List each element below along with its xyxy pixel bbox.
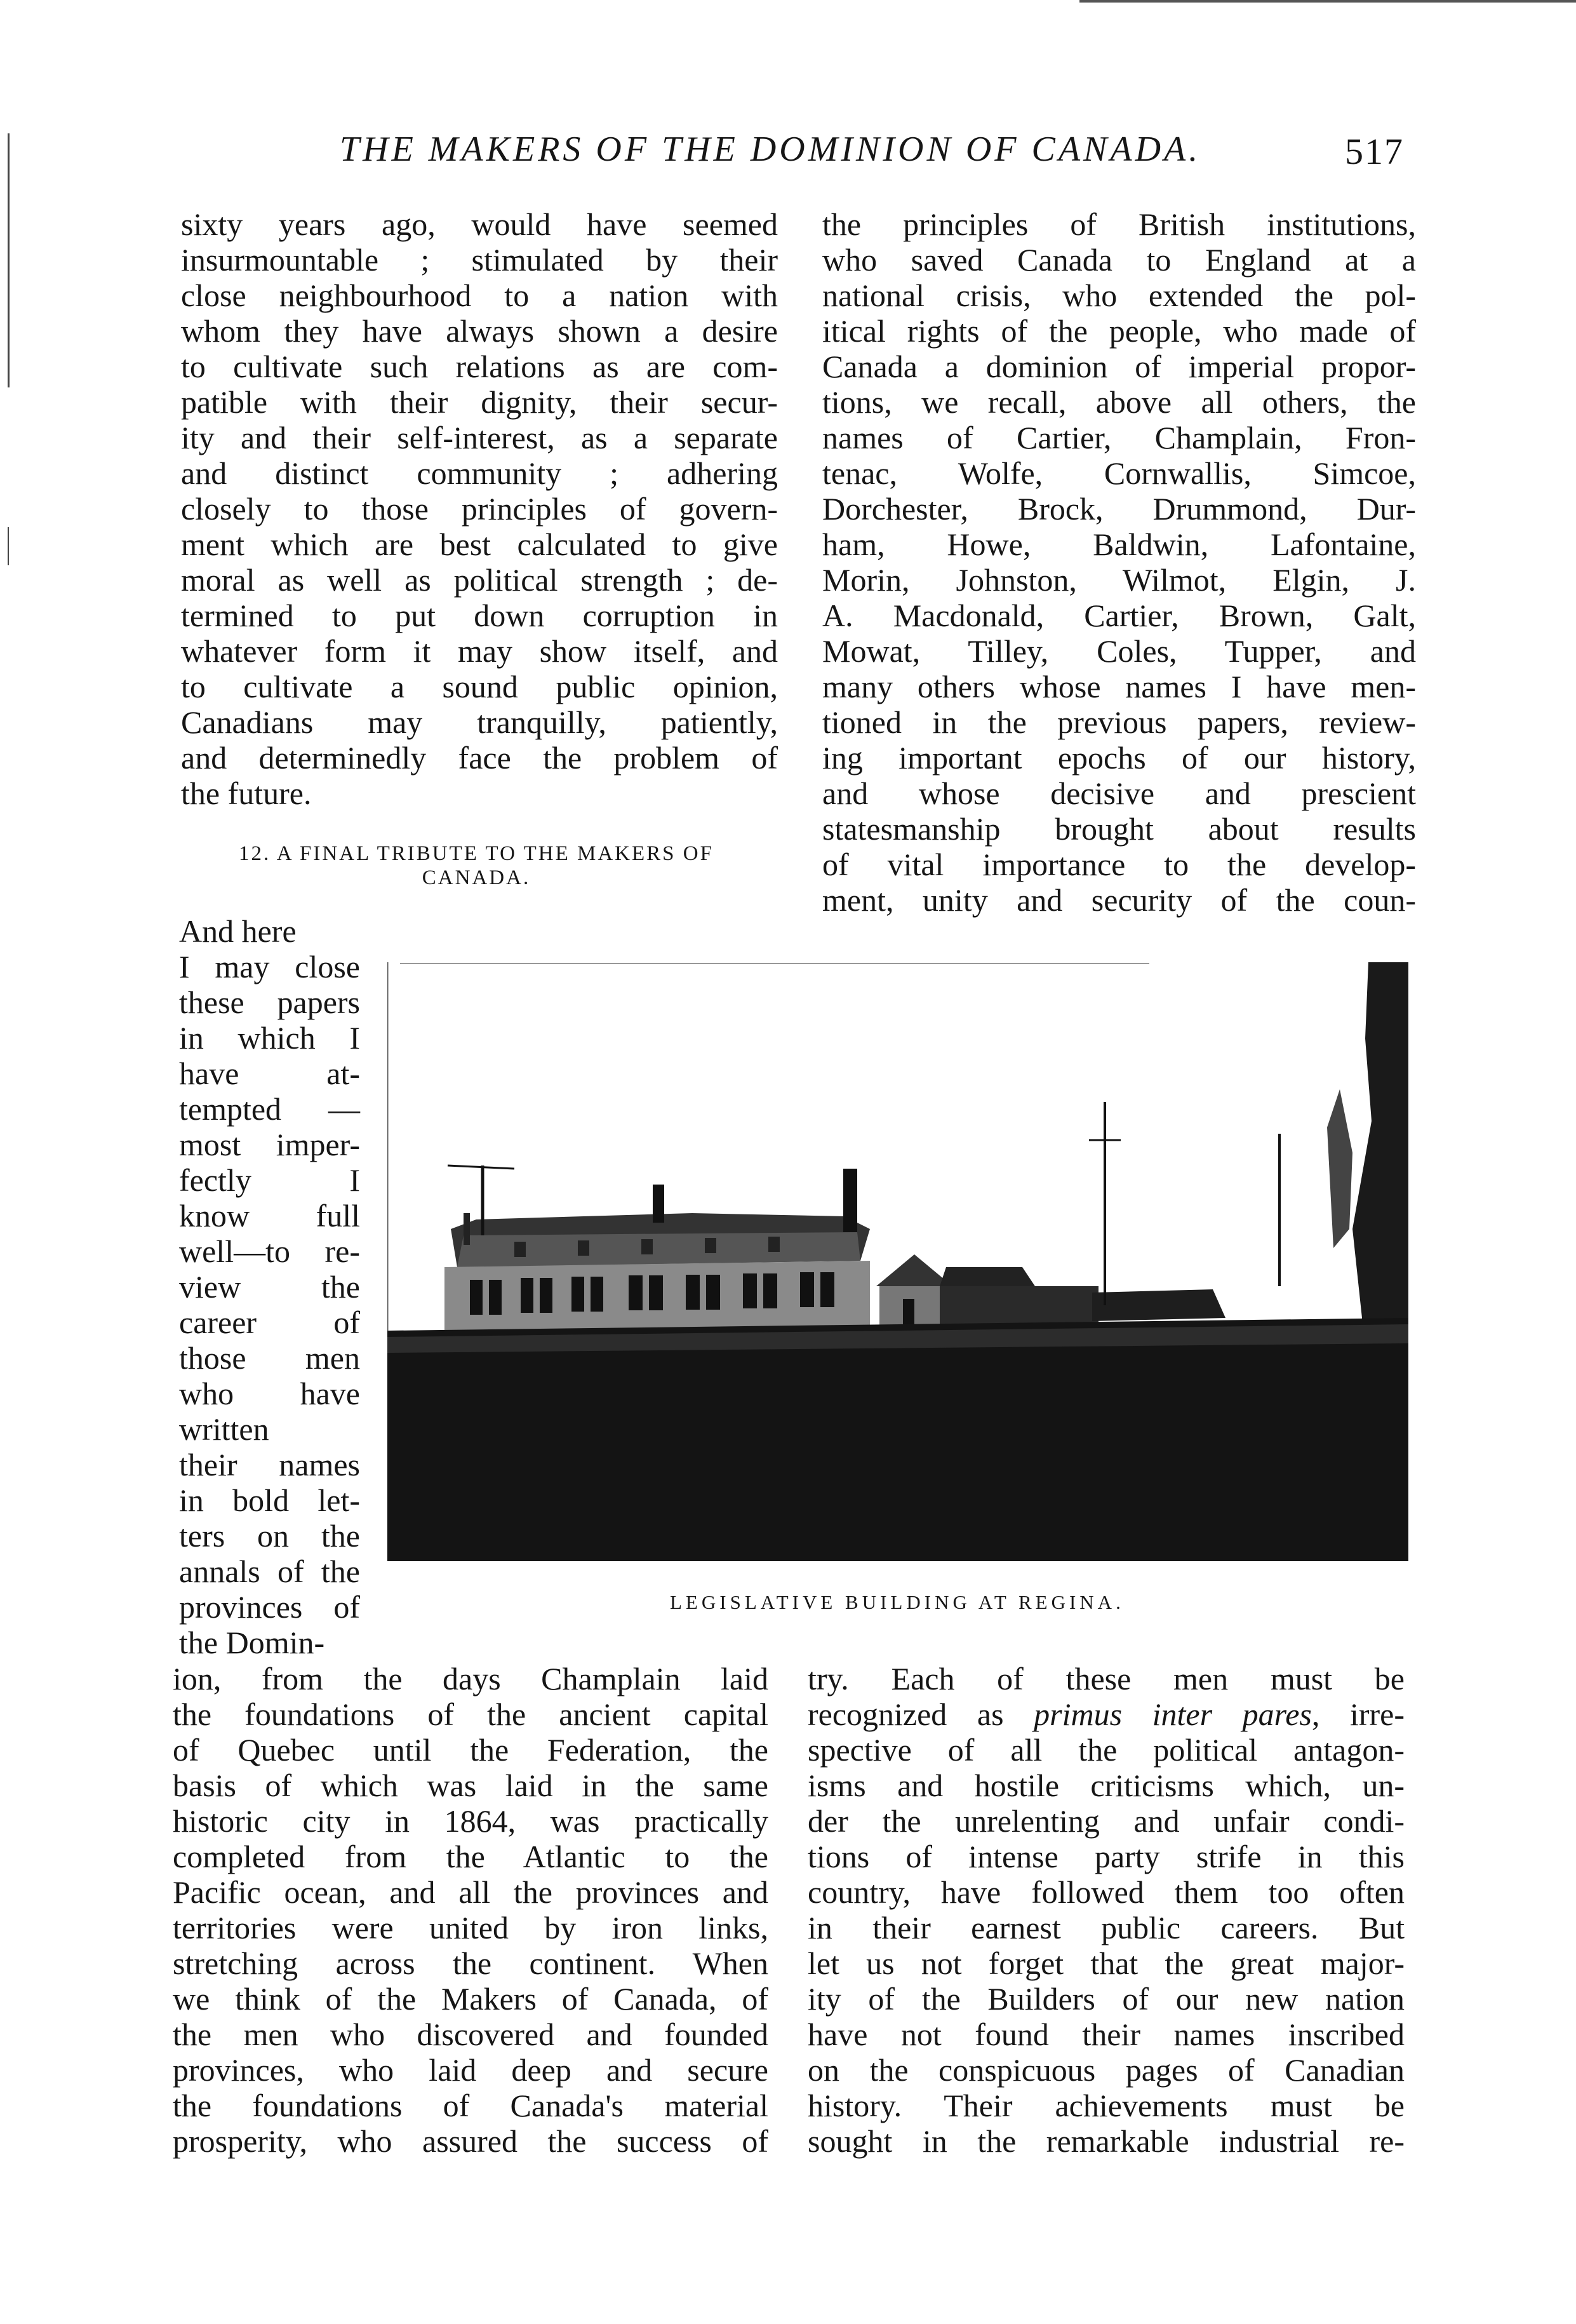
- legislative-building-photo: [387, 962, 1408, 1561]
- text-line: tenac, Wolfe, Cornwallis, Simcoe,: [822, 455, 1416, 491]
- text-line: the men who discovered and founded: [173, 2017, 768, 2052]
- text-fragment: , irre-: [1311, 1696, 1405, 1732]
- latin-phrase: primus inter pares: [1034, 1696, 1312, 1732]
- running-title: THE MAKERS OF THE DOMINION OF CANADA.: [340, 130, 1201, 169]
- text-line: close neighbourhood to a nation with: [181, 278, 778, 313]
- text-line: national crisis, who extended the pol-: [822, 278, 1416, 313]
- binding-edge-mark: [8, 133, 10, 387]
- text-line: territories were united by iron links,: [173, 1910, 768, 1945]
- text-line: Pacific ocean, and all the provinces and: [173, 1874, 768, 1910]
- text-line: on the conspicuous pages of Canadian: [808, 2052, 1405, 2088]
- text-line: Morin, Johnston, Wilmot, Elgin, J.: [822, 562, 1416, 598]
- text-line: itical rights of the people, who made of: [822, 313, 1416, 349]
- text-line: try. Each of these men must be: [808, 1661, 1405, 1696]
- text-line: sixty years ago, would have seemed: [181, 206, 778, 242]
- text-line: and distinct community ; adhering: [181, 455, 778, 491]
- text-line: patible with their dignity, their secur-: [181, 384, 778, 420]
- text-line: provinces, who laid deep and secure: [173, 2052, 768, 2088]
- text-fragment: recognized as: [808, 1696, 1034, 1732]
- text-line: names of Cartier, Champlain, Fron-: [822, 420, 1416, 455]
- text-line: stretching across the continent. When: [173, 1945, 768, 1981]
- text-line: of Quebec until the Federation, the: [173, 1732, 768, 1768]
- text-line: I may close: [179, 949, 360, 984]
- text-line: insurmountable ; stimulated by their: [181, 242, 778, 278]
- text-line: tions of intense party strife in this: [808, 1839, 1405, 1874]
- text-line: tempted —: [179, 1091, 360, 1127]
- left-column-top-text: [181, 206, 778, 811]
- text-line: we think of the Makers of Canada, of: [173, 1981, 768, 2017]
- right-column-bottom-text: [808, 1661, 1405, 2159]
- text-line: whom they have always shown a desire: [181, 313, 778, 349]
- text-line: history. Their achievements must be: [808, 2088, 1405, 2123]
- text-line: know full: [179, 1198, 360, 1233]
- text-line: these papers: [179, 984, 360, 1020]
- text-line: completed from the Atlantic to the: [173, 1839, 768, 1874]
- text-line: well—to re-: [179, 1233, 360, 1269]
- left-column-bottom-text: [173, 1661, 768, 2159]
- section-heading: [190, 842, 762, 890]
- text-line: who saved Canada to England at a: [822, 242, 1416, 278]
- text-line: fectly I: [179, 1162, 360, 1198]
- figure-caption: LEGISLATIVE BUILDING AT REGINA.: [670, 1591, 1125, 1613]
- text-line: to cultivate such relations as are com-: [181, 349, 778, 384]
- text-line: in their earnest public careers. But: [808, 1910, 1405, 1945]
- narrow-column-text: [179, 913, 360, 1660]
- text-line: isms and hostile criticisms which, un-: [808, 1768, 1405, 1803]
- text-line: and determinedly face the problem of: [181, 740, 778, 776]
- text-line: provinces of: [179, 1589, 360, 1625]
- text-line: ity of the Builders of our new nation: [808, 1981, 1405, 2017]
- text-line: prosperity, who assured the success of: [173, 2123, 768, 2159]
- right-column-bottom-lines: [808, 1732, 1405, 2159]
- text-line: to cultivate a sound public opinion,: [181, 669, 778, 704]
- text-line: the future.: [181, 776, 312, 811]
- text-line: Dorchester, Brock, Drummond, Dur-: [822, 491, 1416, 527]
- text-line: ity and their self-interest, as a separate: [181, 420, 778, 455]
- text-line: the foundations of Canada's material: [173, 2088, 768, 2123]
- text-line: ham, Howe, Baldwin, Lafontaine,: [822, 527, 1416, 562]
- text-line: those men: [179, 1340, 360, 1376]
- text-line: ment, unity and security of the coun-: [822, 882, 1416, 918]
- text-line: A. Macdonald, Cartier, Brown, Galt,: [822, 598, 1416, 633]
- text-line: basis of which was laid in the same: [173, 1768, 768, 1803]
- text-line: view the: [179, 1269, 360, 1305]
- text-line: in which I: [179, 1020, 360, 1056]
- text-line: ing important epochs of our history,: [822, 740, 1416, 776]
- text-line: their names: [179, 1447, 360, 1482]
- right-column-top-text: [822, 206, 1416, 918]
- text-line: Mowat, Tilley, Coles, Tupper, and: [822, 633, 1416, 669]
- section-heading-line: CANADA.: [422, 866, 531, 889]
- text-line: tions, we recall, above all others, the: [822, 384, 1416, 420]
- text-line: ion, from the days Champlain laid: [173, 1661, 768, 1696]
- photo-illustration: [387, 962, 1408, 1561]
- text-line: closely to those principles of govern-: [181, 491, 778, 527]
- text-line: who have: [179, 1376, 360, 1411]
- binding-edge-mark: [8, 527, 9, 565]
- text-line: tioned in the previous papers, review-: [822, 704, 1416, 740]
- page-number: 517: [1345, 131, 1404, 172]
- text-line: [808, 1696, 1405, 1732]
- text-line: sought in the remarkable industrial re-: [808, 2123, 1405, 2159]
- text-line: and whose decisive and prescient: [822, 776, 1416, 811]
- text-line: many others whose names I have men-: [822, 669, 1416, 704]
- text-line: termined to put down corruption in: [181, 598, 778, 633]
- text-line: moral as well as political strength ; de-: [181, 562, 778, 598]
- text-line: the foundations of the ancient capital: [173, 1696, 768, 1732]
- text-line: have at-: [179, 1056, 360, 1091]
- page-edge-rule: [1079, 0, 1576, 3]
- section-heading-line: 12. A FINAL TRIBUTE TO THE MAKERS OF: [239, 842, 714, 865]
- text-line: ters on the: [179, 1518, 360, 1554]
- text-line: career of: [179, 1305, 360, 1340]
- text-line: have not found their names inscribed: [808, 2017, 1405, 2052]
- text-line: country, have followed them too often: [808, 1874, 1405, 1910]
- text-line: let us not forget that the great major-: [808, 1945, 1405, 1981]
- text-line: Canada a dominion of imperial propor-: [822, 349, 1416, 384]
- text-line: annals of the: [179, 1554, 360, 1589]
- text-line: der the unrelenting and unfair condi-: [808, 1803, 1405, 1839]
- text-line: written: [179, 1411, 269, 1447]
- text-line: in bold let-: [179, 1482, 360, 1518]
- text-line: most imper-: [179, 1127, 360, 1162]
- text-line: statesmanship brought about results: [822, 811, 1416, 847]
- text-line: And here: [179, 913, 297, 949]
- text-line: ment which are best calculated to give: [181, 527, 778, 562]
- text-line: of vital importance to the develop-: [822, 847, 1416, 882]
- text-line: spective of all the political antagon-: [808, 1732, 1405, 1768]
- text-line: historic city in 1864, was practically: [173, 1803, 768, 1839]
- text-line: the principles of British institutions,: [822, 206, 1416, 242]
- text-line: whatever form it may show itself, and: [181, 633, 778, 669]
- text-line: Canadians may tranquilly, patiently,: [181, 704, 778, 740]
- text-line: the Domin-: [179, 1625, 325, 1660]
